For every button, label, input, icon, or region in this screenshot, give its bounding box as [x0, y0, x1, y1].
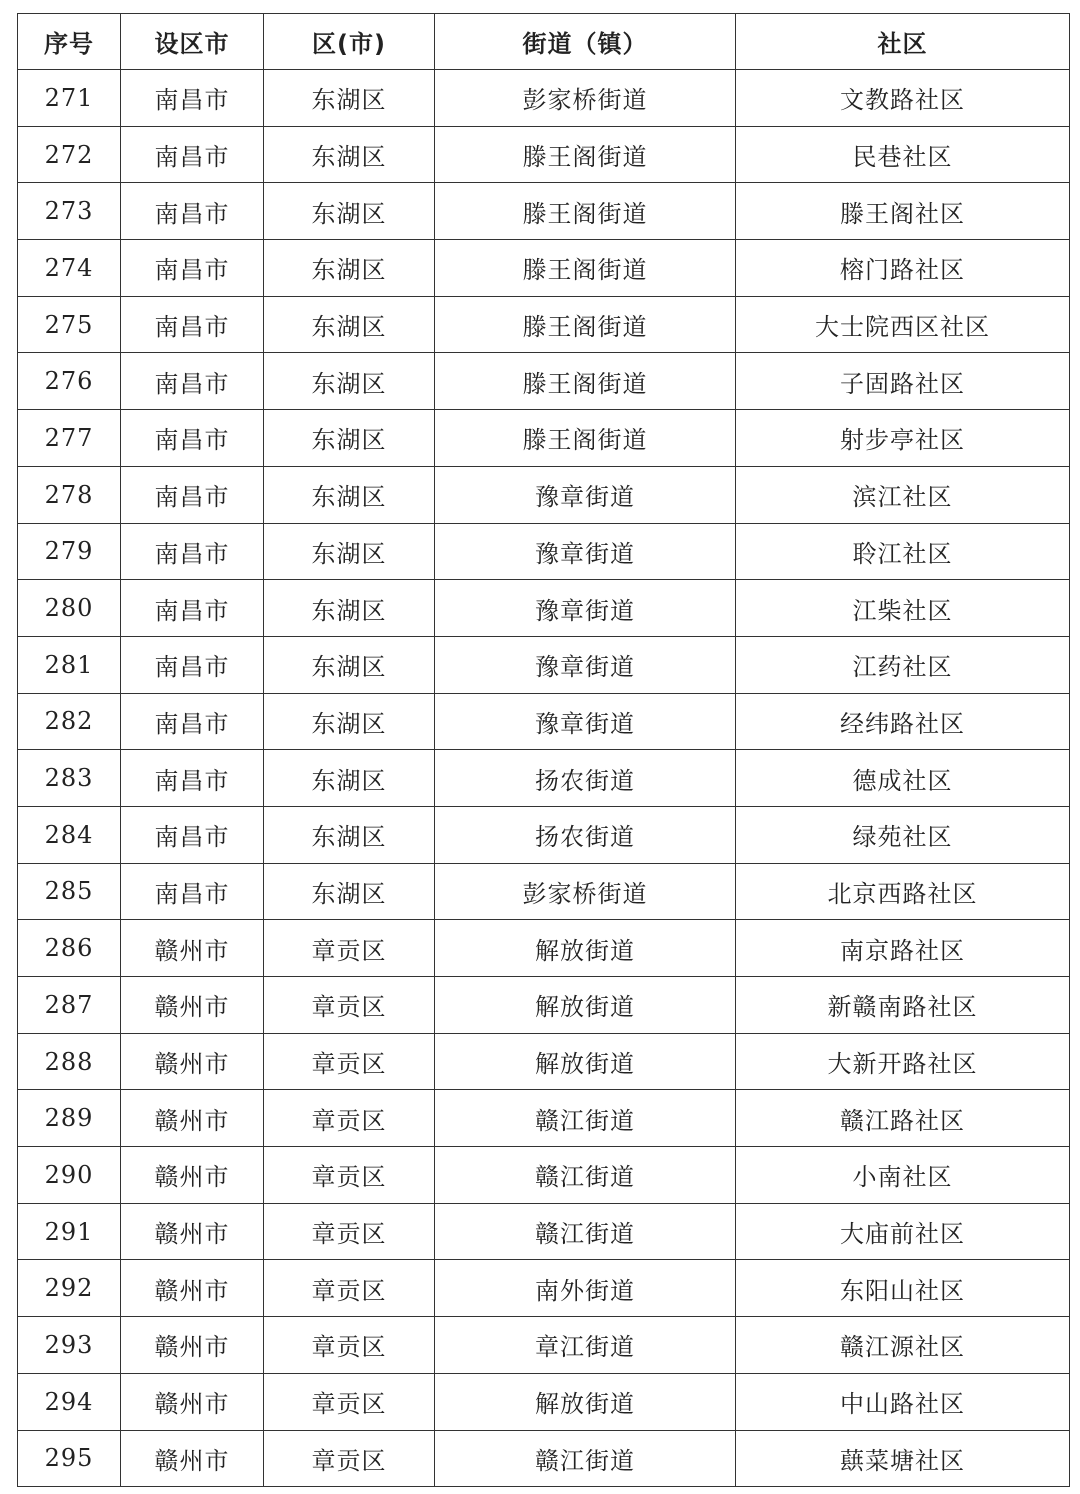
cell-district: 章贡区: [264, 1033, 435, 1090]
cell-city: 南昌市: [121, 183, 264, 240]
cell-serial-number: 295: [18, 1430, 121, 1487]
cell-subdistrict: 南外街道: [435, 1260, 736, 1317]
cell-city: 赣州市: [121, 1090, 264, 1147]
table-row: [18, 183, 1070, 240]
cell-community: 滕王阁社区: [736, 183, 1070, 240]
cell-serial-number: 294: [18, 1373, 121, 1430]
table-row: [18, 410, 1070, 467]
cell-subdistrict: 赣江街道: [435, 1147, 736, 1204]
cell-community: 滨江社区: [736, 466, 1070, 523]
cell-community: 经纬路社区: [736, 693, 1070, 750]
cell-district: 东湖区: [264, 240, 435, 297]
cell-community: 榕门路社区: [736, 240, 1070, 297]
table-row: [18, 750, 1070, 807]
cell-district: 章贡区: [264, 977, 435, 1034]
cell-city: 南昌市: [121, 863, 264, 920]
cell-district: 章贡区: [264, 1147, 435, 1204]
cell-serial-number: 286: [18, 920, 121, 977]
cell-community: 南京路社区: [736, 920, 1070, 977]
cell-serial-number: 291: [18, 1203, 121, 1260]
cell-serial-number: 274: [18, 240, 121, 297]
table-row: [18, 920, 1070, 977]
cell-community: 文教路社区: [736, 70, 1070, 127]
cell-district: 东湖区: [264, 523, 435, 580]
header-subdistrict: 街道（镇）: [435, 14, 736, 70]
cell-district: 章贡区: [264, 1317, 435, 1374]
cell-city: 南昌市: [121, 636, 264, 693]
cell-district: 章贡区: [264, 1260, 435, 1317]
cell-subdistrict: 豫章街道: [435, 466, 736, 523]
cell-serial-number: 273: [18, 183, 121, 240]
header-district: 区(市): [264, 14, 435, 70]
header-serial-number: 序号: [18, 14, 121, 70]
cell-serial-number: 276: [18, 353, 121, 410]
cell-city: 南昌市: [121, 523, 264, 580]
table-row: [18, 1430, 1070, 1487]
cell-district: 东湖区: [264, 580, 435, 637]
cell-community: 赣江源社区: [736, 1317, 1070, 1374]
cell-community: 蕻菜塘社区: [736, 1430, 1070, 1487]
cell-community: 大士院西区社区: [736, 296, 1070, 353]
cell-subdistrict: 赣江街道: [435, 1203, 736, 1260]
table-row: [18, 693, 1070, 750]
header-city: 设区市: [121, 14, 264, 70]
cell-subdistrict: 扬农街道: [435, 750, 736, 807]
cell-city: 南昌市: [121, 466, 264, 523]
table-row: [18, 1033, 1070, 1090]
cell-serial-number: 275: [18, 296, 121, 353]
cell-district: 章贡区: [264, 1090, 435, 1147]
cell-city: 南昌市: [121, 296, 264, 353]
cell-district: 章贡区: [264, 1430, 435, 1487]
community-list-table: [17, 13, 1070, 1487]
cell-community: 江柴社区: [736, 580, 1070, 637]
cell-district: 东湖区: [264, 693, 435, 750]
cell-district: 章贡区: [264, 1373, 435, 1430]
table-row: [18, 580, 1070, 637]
cell-serial-number: 285: [18, 863, 121, 920]
cell-city: 南昌市: [121, 353, 264, 410]
cell-subdistrict: 赣江街道: [435, 1090, 736, 1147]
table-row: [18, 636, 1070, 693]
cell-district: 东湖区: [264, 806, 435, 863]
table-row: [18, 1090, 1070, 1147]
table-row: [18, 1260, 1070, 1317]
cell-subdistrict: 豫章街道: [435, 580, 736, 637]
header-community: 社区: [736, 14, 1070, 70]
cell-city: 赣州市: [121, 1203, 264, 1260]
cell-city: 南昌市: [121, 240, 264, 297]
table-row: [18, 296, 1070, 353]
table-row: [18, 977, 1070, 1034]
cell-subdistrict: 解放街道: [435, 920, 736, 977]
cell-community: 聆江社区: [736, 523, 1070, 580]
table-row: [18, 1147, 1070, 1204]
cell-city: 赣州市: [121, 977, 264, 1034]
cell-serial-number: 284: [18, 806, 121, 863]
cell-subdistrict: 滕王阁街道: [435, 183, 736, 240]
cell-serial-number: 282: [18, 693, 121, 750]
cell-community: 民巷社区: [736, 126, 1070, 183]
cell-city: 南昌市: [121, 410, 264, 467]
cell-serial-number: 280: [18, 580, 121, 637]
cell-district: 章贡区: [264, 1203, 435, 1260]
table-row: [18, 240, 1070, 297]
cell-serial-number: 288: [18, 1033, 121, 1090]
cell-subdistrict: 滕王阁街道: [435, 410, 736, 467]
cell-district: 东湖区: [264, 466, 435, 523]
cell-serial-number: 289: [18, 1090, 121, 1147]
cell-district: 东湖区: [264, 410, 435, 467]
cell-subdistrict: 滕王阁街道: [435, 126, 736, 183]
table-row: [18, 466, 1070, 523]
cell-community: 德成社区: [736, 750, 1070, 807]
cell-subdistrict: 豫章街道: [435, 693, 736, 750]
cell-city: 南昌市: [121, 806, 264, 863]
cell-district: 东湖区: [264, 863, 435, 920]
cell-community: 绿苑社区: [736, 806, 1070, 863]
cell-district: 东湖区: [264, 296, 435, 353]
header-row: [18, 14, 1070, 70]
cell-community: 中山路社区: [736, 1373, 1070, 1430]
cell-community: 赣江路社区: [736, 1090, 1070, 1147]
table-body: [18, 70, 1070, 1487]
cell-subdistrict: 彭家桥街道: [435, 863, 736, 920]
cell-community: 北京西路社区: [736, 863, 1070, 920]
cell-serial-number: 290: [18, 1147, 121, 1204]
table-row: [18, 70, 1070, 127]
cell-city: 南昌市: [121, 126, 264, 183]
cell-community: 江药社区: [736, 636, 1070, 693]
cell-serial-number: 281: [18, 636, 121, 693]
cell-subdistrict: 豫章街道: [435, 636, 736, 693]
cell-serial-number: 271: [18, 70, 121, 127]
table-row: [18, 1373, 1070, 1430]
cell-city: 赣州市: [121, 1373, 264, 1430]
cell-serial-number: 292: [18, 1260, 121, 1317]
cell-subdistrict: 滕王阁街道: [435, 240, 736, 297]
cell-subdistrict: 扬农街道: [435, 806, 736, 863]
cell-subdistrict: 解放街道: [435, 977, 736, 1034]
cell-community: 大新开路社区: [736, 1033, 1070, 1090]
table-row: [18, 863, 1070, 920]
cell-subdistrict: 解放街道: [435, 1033, 736, 1090]
cell-community: 新赣南路社区: [736, 977, 1070, 1034]
cell-community: 东阳山社区: [736, 1260, 1070, 1317]
table-row: [18, 806, 1070, 863]
cell-district: 东湖区: [264, 70, 435, 127]
cell-serial-number: 283: [18, 750, 121, 807]
cell-city: 赣州市: [121, 1430, 264, 1487]
cell-subdistrict: 赣江街道: [435, 1430, 736, 1487]
cell-district: 东湖区: [264, 183, 435, 240]
cell-city: 赣州市: [121, 1147, 264, 1204]
cell-community: 大庙前社区: [736, 1203, 1070, 1260]
cell-serial-number: 287: [18, 977, 121, 1034]
cell-subdistrict: 解放街道: [435, 1373, 736, 1430]
table-row: [18, 126, 1070, 183]
cell-city: 赣州市: [121, 1033, 264, 1090]
table-row: [18, 1203, 1070, 1260]
cell-city: 南昌市: [121, 70, 264, 127]
cell-city: 赣州市: [121, 920, 264, 977]
cell-district: 东湖区: [264, 636, 435, 693]
cell-community: 小南社区: [736, 1147, 1070, 1204]
cell-city: 南昌市: [121, 693, 264, 750]
cell-subdistrict: 滕王阁街道: [435, 353, 736, 410]
cell-serial-number: 272: [18, 126, 121, 183]
cell-subdistrict: 章江街道: [435, 1317, 736, 1374]
cell-serial-number: 277: [18, 410, 121, 467]
table-row: [18, 523, 1070, 580]
cell-district: 东湖区: [264, 353, 435, 410]
cell-city: 南昌市: [121, 580, 264, 637]
cell-city: 南昌市: [121, 750, 264, 807]
cell-community: 子固路社区: [736, 353, 1070, 410]
cell-district: 章贡区: [264, 920, 435, 977]
cell-subdistrict: 豫章街道: [435, 523, 736, 580]
cell-serial-number: 279: [18, 523, 121, 580]
cell-district: 东湖区: [264, 126, 435, 183]
cell-subdistrict: 滕王阁街道: [435, 296, 736, 353]
cell-community: 射步亭社区: [736, 410, 1070, 467]
table-header: [18, 14, 1070, 70]
cell-city: 赣州市: [121, 1317, 264, 1374]
table-row: [18, 1317, 1070, 1374]
table-row: [18, 353, 1070, 410]
cell-serial-number: 278: [18, 466, 121, 523]
cell-city: 赣州市: [121, 1260, 264, 1317]
cell-district: 东湖区: [264, 750, 435, 807]
cell-serial-number: 293: [18, 1317, 121, 1374]
cell-subdistrict: 彭家桥街道: [435, 70, 736, 127]
